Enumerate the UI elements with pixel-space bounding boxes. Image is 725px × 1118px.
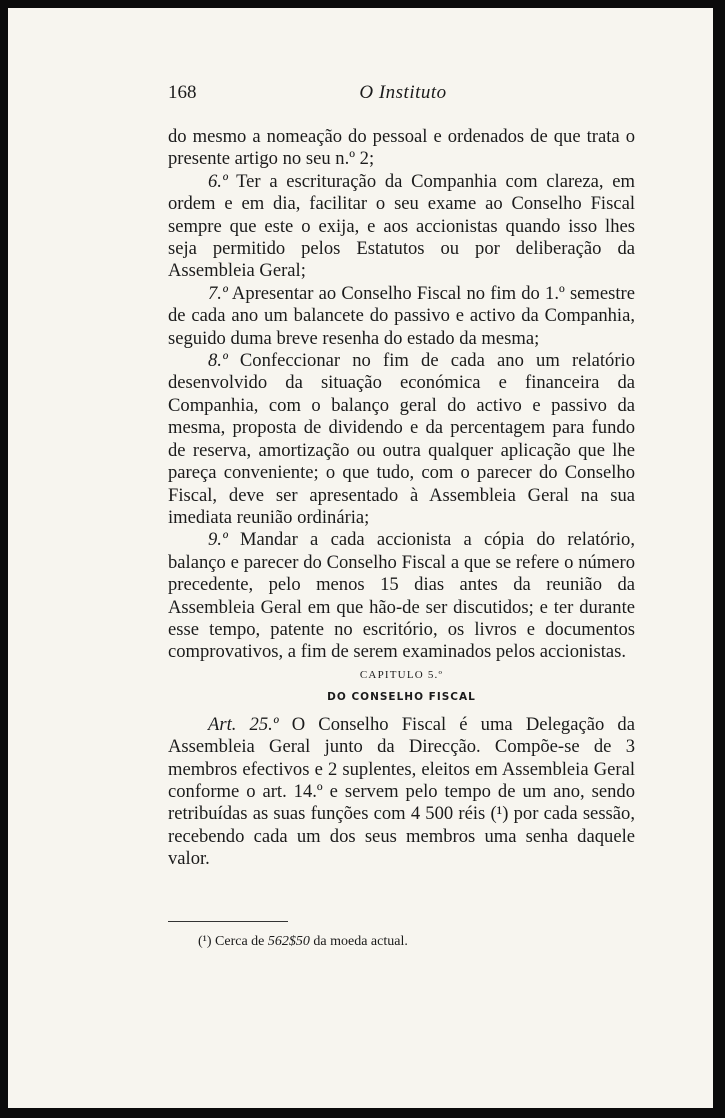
footnote-marker: (¹) [198, 934, 212, 949]
chapter-label: CAPITULO 5.º [359, 668, 444, 681]
footnote [198, 934, 408, 950]
book-page [8, 8, 713, 1108]
paragraph-text: Mandar a cada accionista a cópia do relatório, balanço e parecer do Conselho Fiscal a que se refere o número precedente, pelo menos 15 dias antes da reunião da Assembleia Geral em que hão-de ser discutidos; e ter durante esse tempo, patente no escritório, os livros e documentos comprovativos, a fim de serem examinados pelos accionistas. [168, 529, 635, 663]
footnote-divider [168, 921, 288, 922]
page-number: 168 [168, 82, 197, 103]
paragraph-item-8 [168, 350, 635, 529]
running-title: O Instituto [359, 82, 447, 103]
section-title: DO CONSELHO FISCAL [327, 690, 476, 703]
article-paragraph [168, 714, 635, 871]
footnote-text: Cerca de [211, 934, 268, 949]
page-header [168, 82, 638, 106]
page-body [168, 126, 635, 871]
paragraph-text: Ter a escrituração da Companhia com clareza, em ordem e em dia, facilitar o seu exame ao Conselho Fiscal sempre que este o exija, e aos accionistas quando isso lhes seja permitido pelos Estatutos ou por deliberação da Assembleia Geral; [168, 170, 635, 282]
paragraph-item-9 [168, 529, 635, 663]
paragraph-item-7 [168, 283, 635, 350]
item-number: 9.º [208, 529, 228, 551]
footnote-amount: 562$50 [267, 934, 310, 949]
paragraph-item-6 [168, 171, 635, 283]
article-text: O Conselho Fiscal é uma Delegação da Assembleia Geral junto da Direcção. Compõe-se de 3 membros efectivos e 2 suplentes, eleitos em Assembleia Geral conforme o art. 14.º e servem pelo tempo de um ano, sendo retribuídas as suas funções com 4 500 réis [168, 713, 635, 825]
article-text-end: por cada sessão, recebendo cada um dos seus membros uma senha daquele valor. [168, 803, 635, 870]
item-number: 8.º [208, 350, 228, 372]
item-number: 7.º [208, 282, 228, 304]
paragraph-continuation [168, 126, 635, 171]
footnote-reference: (¹) [490, 803, 509, 825]
paragraph-text: Apresentar ao Conselho Fiscal no fim do 1.º semestre de cada ano um balancete do passivo e activo da Companhia, seguido duma breve resenha do estado da mesma; [168, 282, 635, 349]
paragraph-text: do mesmo a nomeação do pessoal e ordenados de que trata o presente artigo no seu n.º 2; [168, 126, 635, 170]
item-number: 6.º [208, 170, 228, 192]
paragraph-text: Confeccionar no fim de cada ano um relatório desenvolvido da situação económica e financeira da Companhia, com o balanço geral do activo e passivo da mesma, proposta de dividendo e da percentagem para fundo de reserva, amortização ou outra qualquer aplicação que lhe pareça conveniente; o que tudo, com o parecer do Conselho Fiscal, deve ser apresentado à Assembleia Geral na sua imediata reunião ordinária; [168, 350, 635, 528]
footnote-text-end: da moeda actual. [309, 934, 408, 949]
article-label: Art. 25.º [208, 713, 279, 735]
